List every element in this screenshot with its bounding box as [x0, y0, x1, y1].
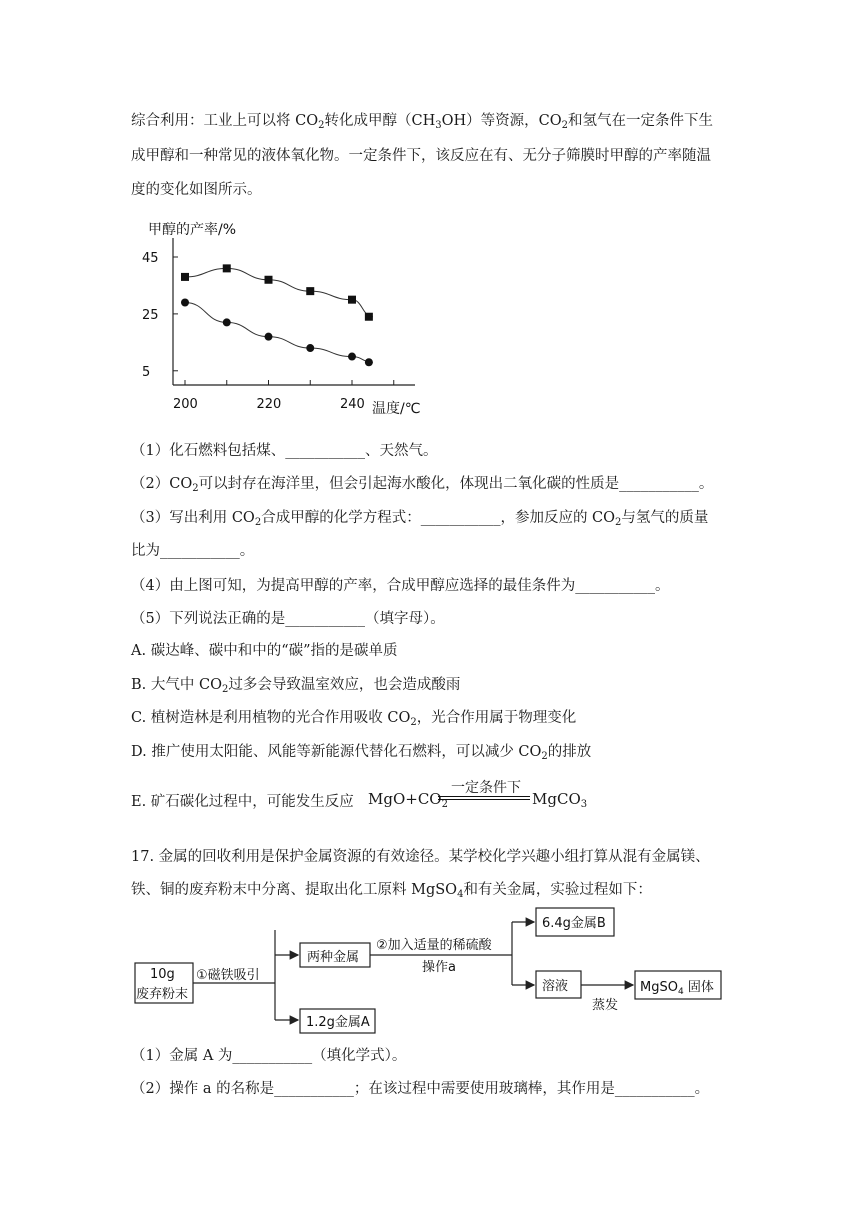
question-3: （3）写出利用 $CO_2$合成甲醇的化学方程式：___________，参加反应的 $CO_2$与氢气的质量: [131, 510, 709, 528]
process-flow-diagram: [130, 905, 730, 1040]
q17-line-2: 铁、铜的废弃粉末中分离、提取出化工原料 MgSO$_4$和有关金属，实验过程如下：: [131, 882, 652, 900]
chart-axes: [173, 238, 415, 385]
equation-bar-bottom: [438, 799, 530, 800]
point-square-210: [223, 264, 231, 272]
x-tick-label-240: 240: [340, 397, 365, 412]
label-evaporate: 蒸发: [592, 998, 619, 1013]
point-square-230: [306, 287, 314, 295]
point-circle-220: [265, 333, 273, 341]
question-3-cont: 比为___________。: [131, 543, 255, 559]
equation-condition: 一定条件下: [451, 780, 521, 796]
question-1: （1）化石燃料包括煤、___________、天然气。: [131, 443, 438, 459]
label-operation-a: 操作a: [422, 960, 456, 975]
point-circle-230: [306, 344, 314, 352]
question-5: （5）下列说法正确的是___________（填字母）。: [131, 611, 445, 627]
y-tick-label-25: 25: [142, 307, 159, 323]
y-tick-label-45: 45: [142, 251, 159, 266]
q17-line-1: 17. 金属的回收利用是保护金属资源的有效途径。某学校化学兴趣小组打算从混有金属镁、: [131, 849, 710, 865]
series-circle-line: [185, 303, 373, 363]
label-waste-powder: 废弃粉末: [136, 987, 189, 1002]
question-2: $(2)CO_2$可以封存在海洋里，但会引起海水酸化，体现出二氧化碳的性质是___________。: [131, 476, 714, 494]
option-a: A. 碳达峰、碳中和中的“碳”指的是碳单质: [131, 643, 398, 659]
methanol-yield-chart: [130, 210, 440, 425]
x-tick-label-220: 220: [256, 397, 282, 412]
label-solution: 溶液: [542, 979, 569, 994]
label-magnet-step: ①磁铁吸引: [196, 968, 260, 983]
label-acid-step: ②加入适量的稀硫酸: [376, 938, 492, 953]
label-metal-a: 1.2g金属A: [306, 1015, 370, 1030]
intro-line-1: 综合利用：工业上可以将 $CO_2$转化成甲醇$(CH_3OH)$等资源，$CO_2$和氢气在一定条件下生: [131, 113, 713, 131]
q17-question-1: （1）金属 A 为___________（填化学式）。: [131, 1048, 407, 1064]
label-product: MgSO$_4$ 固体: [640, 980, 714, 997]
label-10g: 10g: [150, 967, 175, 982]
option-e: E. 矿石碳化过程中，可能发生反应: [131, 794, 354, 810]
point-square-220: [265, 276, 273, 284]
question-4: （4）由上图可知，为提高甲醇的产率，合成甲醇应选择的最佳条件为___________。: [131, 578, 670, 594]
y-axis-label: 甲醇的产率/%: [148, 222, 237, 238]
option-b: B. 大气中 $CO_2$过多会导致温室效应，也会造成酸雨: [131, 677, 461, 695]
label-metal-b: 6.4g金属B: [542, 916, 606, 931]
label-two-metals: 两种金属: [307, 950, 360, 965]
point-circle-245: [365, 358, 373, 366]
point-circle-210: [223, 318, 231, 326]
option-d: D. 推广使用太阳能、风能等新能源代替化石燃料，可以减少 $CO_2$的排放: [131, 744, 592, 762]
point-square-240: [348, 296, 356, 304]
equation-bar-top: [438, 796, 530, 797]
chart-series: [181, 264, 373, 366]
point-square-200: [181, 273, 189, 281]
q17-question-2: （2）操作 a 的名称是___________；在该过程中需要使用玻璃棒，其作用是___________。: [131, 1081, 710, 1097]
intro-line-3: 度的变化如图所示。: [131, 182, 262, 198]
point-circle-200: [181, 299, 189, 307]
point-circle-240: [348, 353, 356, 361]
intro-line-2: 成甲醇和一种常见的液体氧化物。一定条件下，该反应在有、无分子筛膜时甲醇的产率随温: [131, 148, 711, 164]
series-square-line: [185, 268, 373, 316]
equation-left: $MgO+CO_2$: [368, 790, 448, 810]
x-axis-label: 温度/℃: [372, 401, 421, 417]
equation-right: MgCO$_3$: [532, 790, 588, 810]
x-tick-label-200: 200: [173, 397, 198, 412]
y-tick-label-5: 5: [142, 364, 151, 380]
chart-ticks: [142, 251, 394, 412]
point-square-245: [365, 313, 373, 321]
option-c: C. 植树造林是利用植物的光合作用吸收 $CO_2$，光合作用属于物理变化: [131, 710, 577, 728]
